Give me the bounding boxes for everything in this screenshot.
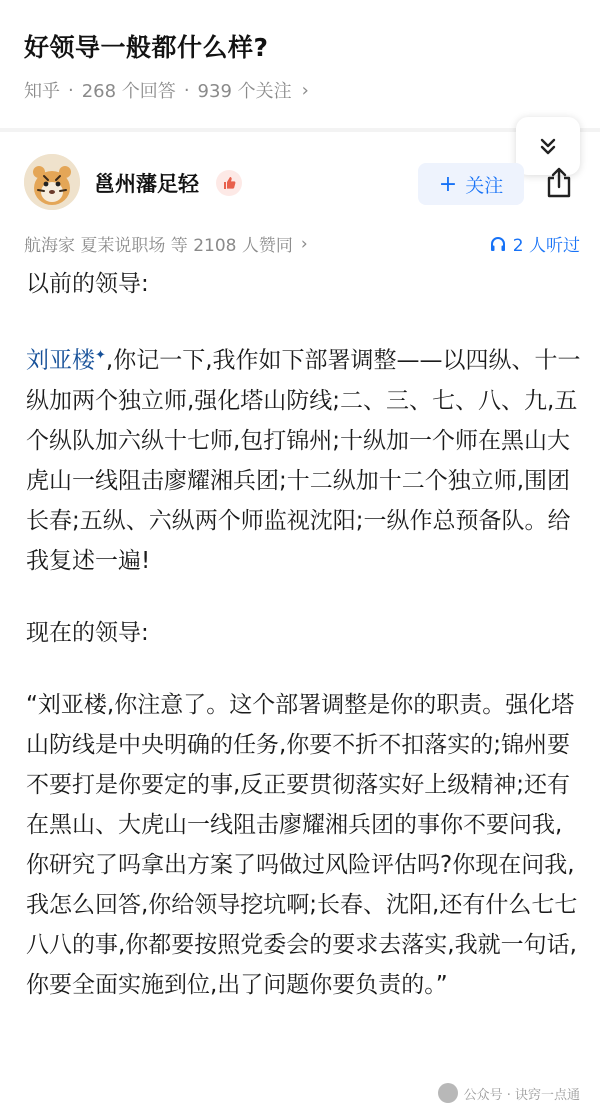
answer-count: 268 个回答 [81,81,176,102]
watermark [438,1083,580,1103]
person-link[interactable]: 刘亚楼 [26,347,95,374]
listen-count: 2 人听过 [512,236,580,256]
endorse-text: 航海家 夏茉说职场 等 2108 人赞同 [24,236,293,256]
meta-separator: · [68,79,74,101]
paragraph: “刘亚楼,你注意了。这个部署调整是你的职责。强化塔山防线是中央明确的任务,你要不折不扣落实的;锦州要不要打是你要定的事,反正要贯彻落实好上级精神;还有在黑山、大虎山一线阻击廖耀湘兵团的事你不要问我,你研究了吗拿出方案了吗做过风险评估吗?你现在问我,我怎么回答,你给领导挖坑啊;长春、沈阳,还有什么七七八八的事,你都要按照党委会的要求去落实,我就一句话,你要全面实施到位,出了问题你要负责的。” [26,691,578,998]
chevron-right-icon: › [300,233,308,254]
endorse-row [24,231,580,257]
headphones-icon [489,235,507,253]
follow-button[interactable] [418,163,524,205]
avatar[interactable] [24,154,80,210]
section-divider [0,128,600,132]
follow-label: 关注 [465,174,504,197]
question-title[interactable]: 好领导一般都什么样? [24,33,269,62]
paragraph: 现在的领导: [26,619,149,646]
question-header [0,0,600,128]
site-name: 知乎 [24,81,60,102]
author-row [24,154,584,214]
question-meta[interactable] [24,77,309,103]
meta-separator: · [183,79,190,101]
avatar-image [24,154,80,210]
spark-icon: ✦ [95,348,106,363]
listen-button[interactable] [489,231,580,256]
share-icon[interactable] [542,166,576,200]
follower-count: 939 个关注 [197,81,292,102]
paragraph [26,336,582,581]
endorse-info[interactable] [24,231,316,256]
wechat-icon [438,1083,458,1103]
chevron-right-icon: › [301,79,309,101]
plus-icon: + [438,171,458,197]
paragraph: 以前的领导: [26,271,149,297]
author-name[interactable]: 邕州藩足轻 [94,172,199,196]
watermark-text: 公众号 · 诀窍一点通 [463,1087,580,1103]
answer-content [26,264,582,1037]
badge-icon [216,170,242,196]
paragraph-text: ,你记一下,我作如下部署调整——以四纵、十一纵加两个独立师,强化塔山防线;二、三、七、八、九,五个纵队加六纵十七师,包打锦州;十纵加一个师在黑山大虎山一线阻击廖耀湘兵团;十二纵加十二个独立师,围团长春;五纵、六纵两个师监视沈阳;一纵作总预备队。给我复述一遍! [26,347,581,574]
